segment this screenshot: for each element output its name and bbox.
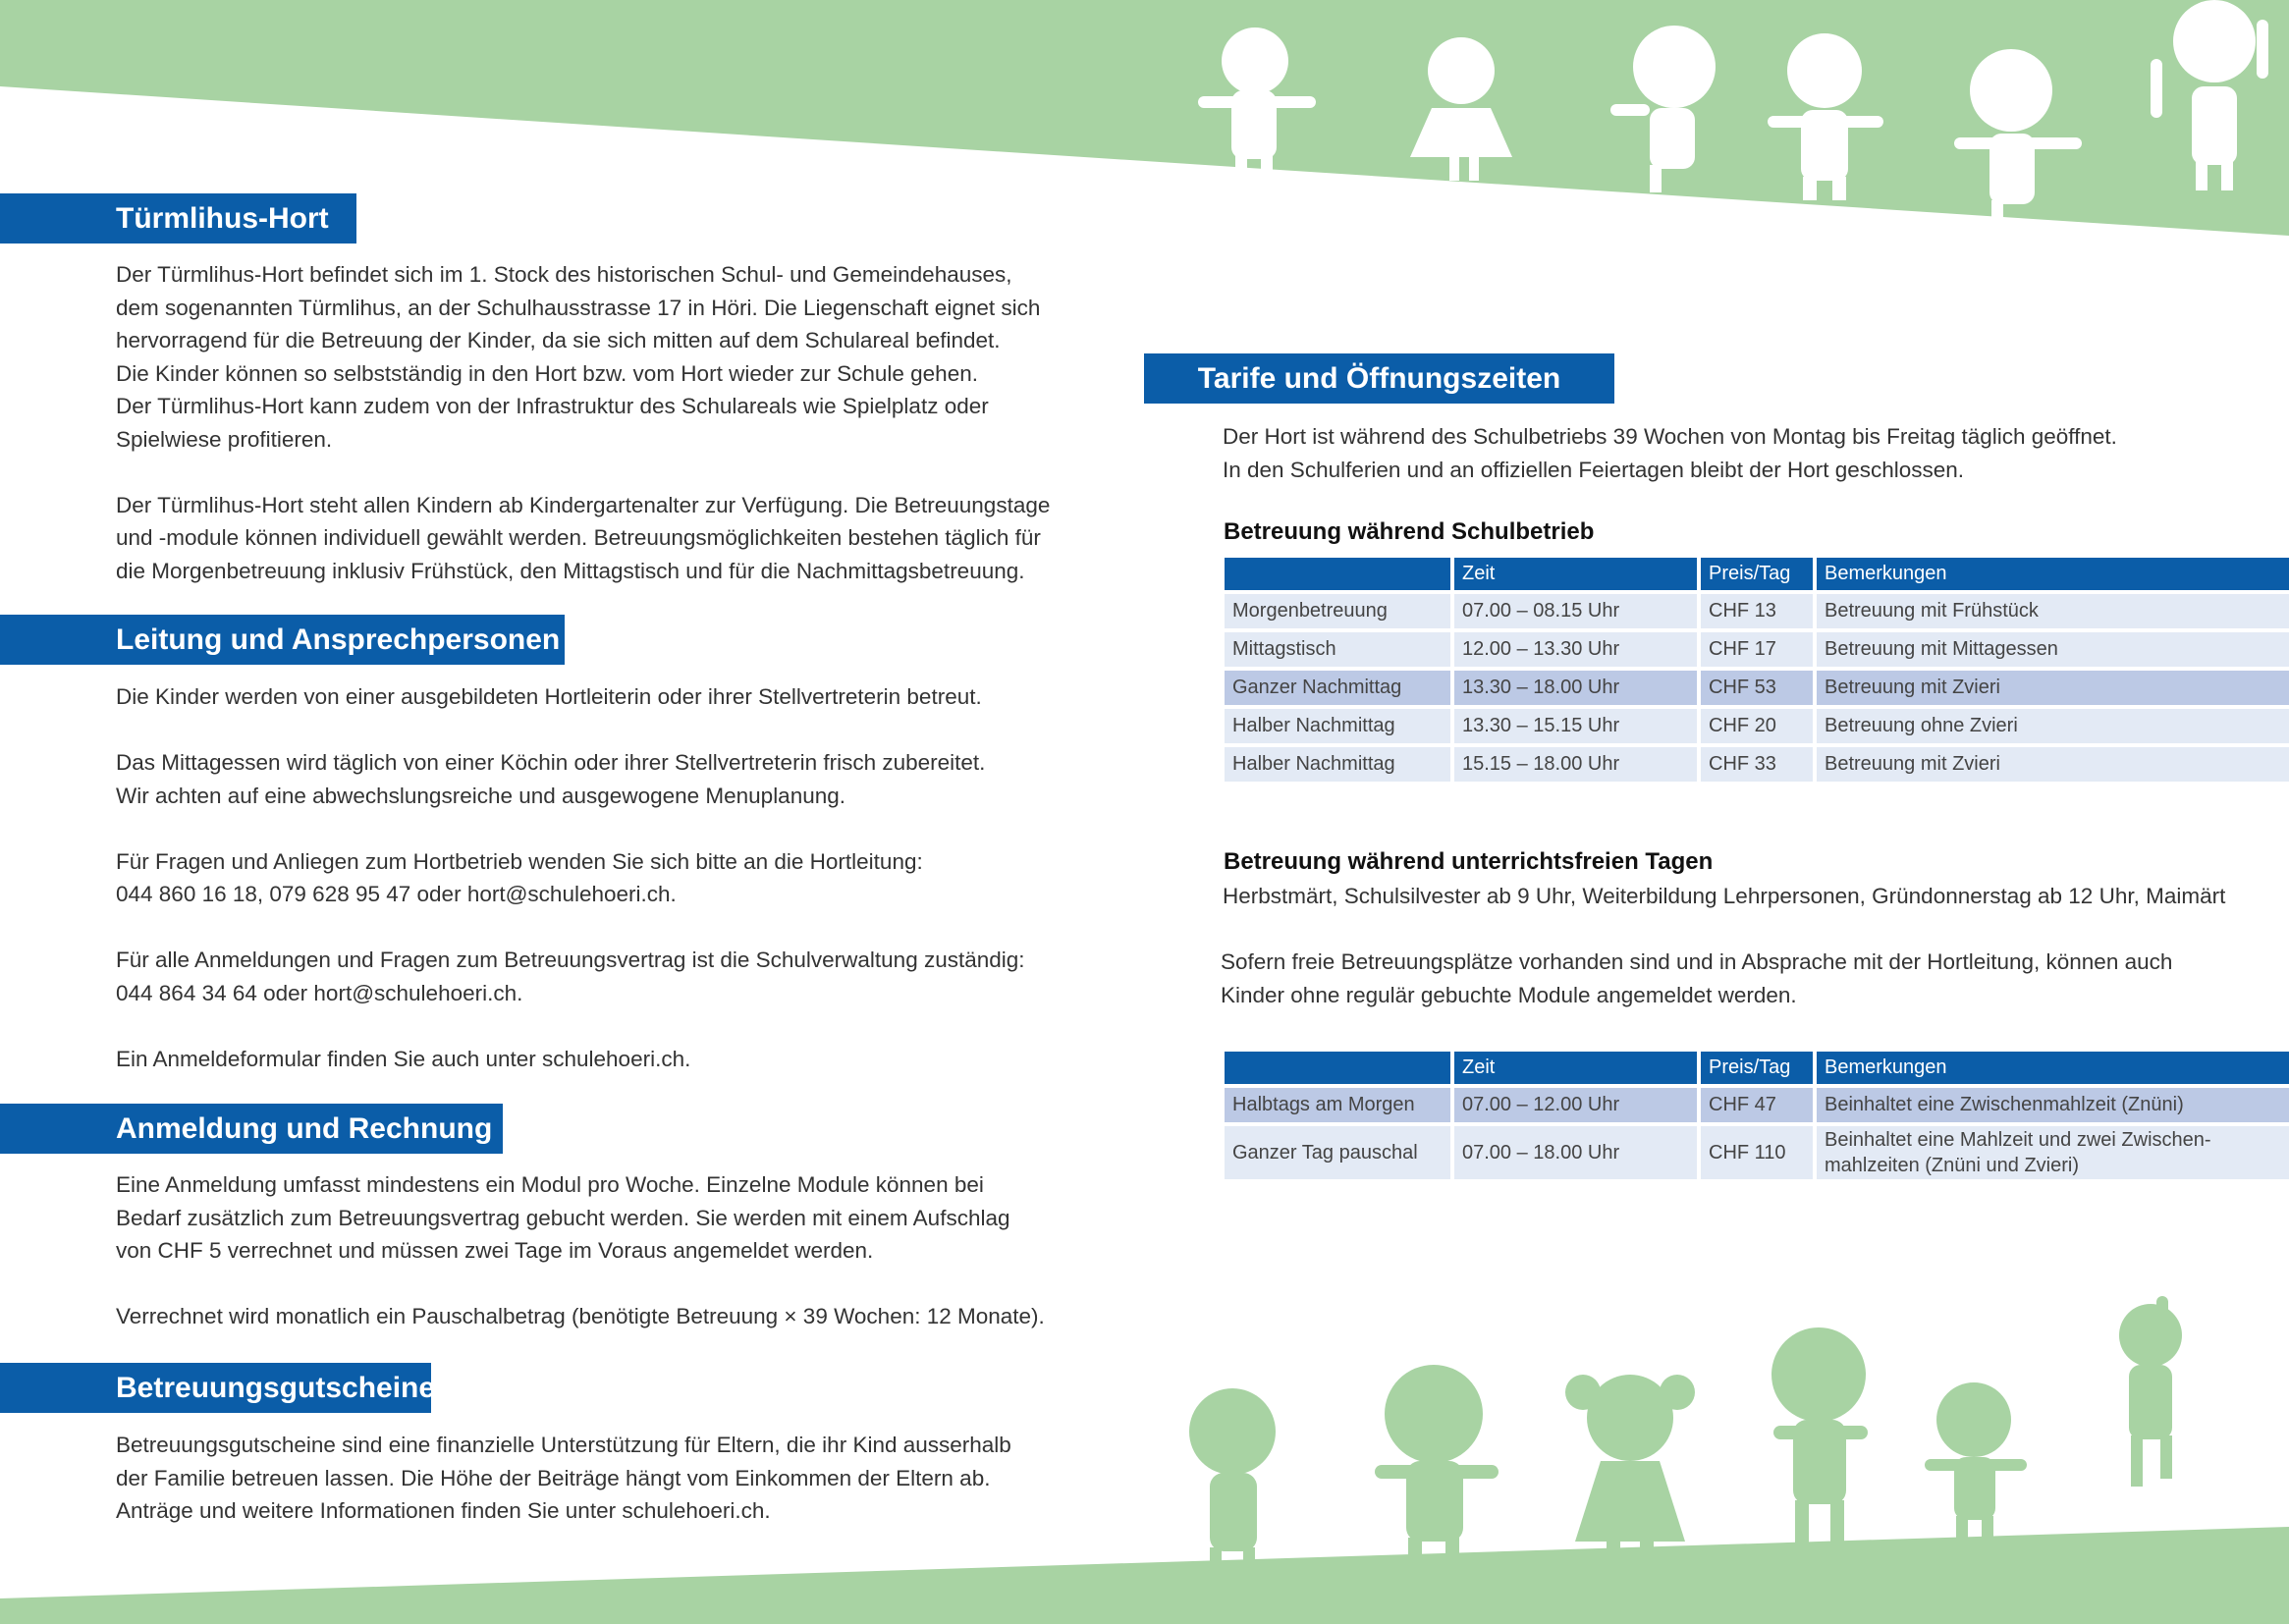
paragraph [116,489,1088,588]
contact-hortleitung: 044 860 16 18, 079 628 95 47 oder hort@schulehoeri.ch. [116,882,677,906]
time-cell: 12.00 – 13.30 Uhr [1454,632,1697,667]
module-cell: Halbtags am Morgen [1225,1088,1450,1122]
section-body-anmeldung [116,1168,1088,1333]
remark-cell: Betreuung ohne Zvieri [1817,709,2289,743]
bottom-green-band [0,1527,2289,1624]
time-cell: 07.00 – 18.00 Uhr [1454,1126,1697,1179]
text-line: Anträge und weitere Informationen finden Sie unter schulehoeri.ch. [116,1498,771,1523]
text-line: Verrechnet wird monatlich ein Pauschalbetrag (benötigte Betreuung × 39 Wochen: 12 Monate). [116,1304,1045,1328]
child-silhouette-icon [1771,1327,1868,1545]
text-line: die Morgenbetreuung inklusiv Frühstück, den Mittagstisch und für die Nachmittagsbetreuung. [116,558,1025,583]
text-line: Spielwiese profitieren. [116,426,333,452]
section-heading-betreuungsgutscheine: Betreuungsgutscheine [0,1363,431,1413]
table-row [1225,671,2289,705]
header-cell: Bemerkungen [1817,1052,2289,1084]
text-line: Kinder ohne regulär gebuchte Module angemeldet werden. [1221,982,1797,1007]
table-row [1225,1126,2289,1179]
free-days-list: Herbstmärt, Schulsilvester ab 9 Uhr, Weiterbildung Lehrpersonen, Gründonnerstag ab 12 Uhr, Maimärt [1223,884,2226,908]
child-silhouette-icon [1375,1365,1499,1577]
text-line: Der Türmlihus-Hort befindet sich im 1. Stock des historischen Schul- und Gemeindehauses, [116,262,1012,287]
header-cell [1225,1052,1450,1084]
text-line: Ein Anmeldeformular finden Sie auch unter schulehoeri.ch. [116,1046,691,1071]
text-line: Der Hort ist während des Schulbetriebs 39 Wochen von Montag bis Freitag täglich geöffnet. [1223,424,2117,449]
text-line: Die Kinder werden von einer ausgebildeten Hortleiterin oder ihrer Stellvertreterin betreut. [116,684,982,709]
child-silhouette-icon [1925,1382,2027,1545]
text-line: Wir achten auf eine abwechslungsreiche und ausgewogene Menuplanung. [116,783,846,808]
price-cell: CHF 17 [1701,632,1813,667]
remark-cell: Betreuung mit Mittagessen [1817,632,2289,667]
free-days-note [1221,946,2281,1011]
tariff-table-free-days [1221,1048,2289,1183]
header-cell: Preis/Tag [1701,1052,1813,1084]
module-cell: Ganzer Nachmittag [1225,671,1450,705]
text-line: hervorragend für die Betreuung der Kinder, da sie sich mitten auf dem Schulareal befindet. [116,328,1001,352]
price-cell: CHF 47 [1701,1088,1813,1122]
table-row [1225,632,2289,667]
table-row [1225,747,2289,782]
text-line: Für alle Anmeldungen und Fragen zum Betreuungsvertrag ist die Schulverwaltung zuständig: [116,947,1025,972]
tariff-table-school [1221,554,2289,785]
text-line: Das Mittagessen wird täglich von einer Köchin oder ihrer Stellvertreterin frisch zubereitet. [116,750,986,775]
module-cell: Morgenbetreuung [1225,594,1450,628]
remark-cell: Betreuung mit Frühstück [1817,594,2289,628]
text-line: Bedarf zusätzlich zum Betreuungsvertrag gebucht werden. Sie werden mit einem Aufschlag [116,1205,1010,1230]
text-line: Betreuungsgutscheine sind eine finanzielle Unterstützung für Eltern, die ihr Kind ausserhalb [116,1433,1011,1457]
text-line: Die Kinder können so selbstständig in den Hort bzw. vom Hort wieder zur Schule gehen. [116,360,978,386]
text-line: In den Schulferien und an offiziellen Feiertagen bleibt der Hort geschlossen. [1223,457,1965,482]
remark-cell: Betreuung mit Zvieri [1817,747,2289,782]
contact-schulverwaltung: 044 864 34 64 oder hort@schulehoeri.ch. [116,980,523,1005]
price-cell: CHF 53 [1701,671,1813,705]
table-header-row [1225,1052,2289,1084]
text-line: Sofern freie Betreuungsplätze vorhanden sind und in Absprache mit der Hortleitung, können auch [1221,949,2173,974]
section-heading-tuermlihus-hort: Türmlihus-Hort [0,193,356,244]
module-cell: Ganzer Tag pauschal [1225,1126,1450,1179]
module-cell: Halber Nachmittag [1225,709,1450,743]
header-cell [1225,558,1450,590]
table-row [1225,1088,2289,1122]
table-row [1225,709,2289,743]
remark-line: Beinhaltet eine Mahlzeit und zwei Zwischen- [1825,1129,2211,1151]
text-line: und -module können individuell gewählt werden. Betreuungsmöglichkeiten bestehen täglich für [116,525,1041,550]
remark-cell [1817,1126,2289,1179]
text-line: der Familie betreuen lassen. Die Höhe der Beiträge hängt vom Einkommen der Eltern ab. [116,1465,991,1490]
section-body-betreuungsgutscheine [116,1429,1088,1528]
paragraph [116,258,1088,456]
time-cell: 15.15 – 18.00 Uhr [1454,747,1697,782]
price-cell: CHF 13 [1701,594,1813,628]
time-cell: 13.30 – 15.15 Uhr [1454,709,1697,743]
time-cell: 13.30 – 18.00 Uhr [1454,671,1697,705]
section-heading-leitung: Leitung und Ansprechpersonen [0,615,565,665]
text-line: von CHF 5 verrechnet und müssen zwei Tage im Voraus angemeldet werden. [116,1238,874,1263]
price-cell: CHF 110 [1701,1126,1813,1179]
table-row [1225,594,2289,628]
text-line: dem sogenannten Türmlihus, an der Schulhausstrasse 17 in Höri. Die Liegenschaft eignet sich [116,295,1041,320]
text-line: Eine Anmeldung umfasst mindestens ein Modul pro Woche. Einzelne Module können bei [116,1172,984,1197]
time-cell: 07.00 – 12.00 Uhr [1454,1088,1697,1122]
text-line: Der Türmlihus-Hort kann zudem von der Infrastruktur des Schulareals wie Spielplatz oder [116,394,989,418]
child-silhouette-icon [1189,1388,1276,1587]
section-heading-tarife: Tarife und Öffnungszeiten [1144,353,1614,404]
text-line: Der Türmlihus-Hort steht allen Kindern ab Kindergartenalter zur Verfügung. Die Betreuungstage [116,492,1051,517]
header-cell: Bemerkungen [1817,558,2289,590]
time-cell: 07.00 – 08.15 Uhr [1454,594,1697,628]
child-silhouette-icon [1565,1375,1695,1571]
section-heading-anmeldung: Anmeldung und Rechnung [0,1104,503,1154]
text-line: Für Fragen und Anliegen zum Hortbetrieb wenden Sie sich bitte an die Hortleitung: [116,848,923,874]
tarife-intro [1223,420,2263,486]
section-body-tuermlihus-hort [116,258,1088,587]
header-cell: Zeit [1454,558,1697,590]
price-cell: CHF 20 [1701,709,1813,743]
remark-cell: Beinhaltet eine Zwischenmahlzeit (Znüni) [1817,1088,2289,1122]
remark-line: mahlzeiten (Znüni und Zvieri) [1825,1155,2079,1176]
section-body-leitung [116,680,1088,1075]
free-days-heading: Betreuung während unterrichtsfreien Tagen [1224,848,1714,875]
header-cell: Zeit [1454,1052,1697,1084]
remark-cell: Betreuung mit Zvieri [1817,671,2289,705]
school-operation-heading: Betreuung während Schulbetrieb [1224,518,1595,545]
module-cell: Mittagstisch [1225,632,1450,667]
price-cell: CHF 33 [1701,747,1813,782]
header-cell: Preis/Tag [1701,558,1813,590]
table-header-row [1225,558,2289,590]
child-silhouette-icon [2119,1296,2182,1487]
module-cell: Halber Nachmittag [1225,747,1450,782]
